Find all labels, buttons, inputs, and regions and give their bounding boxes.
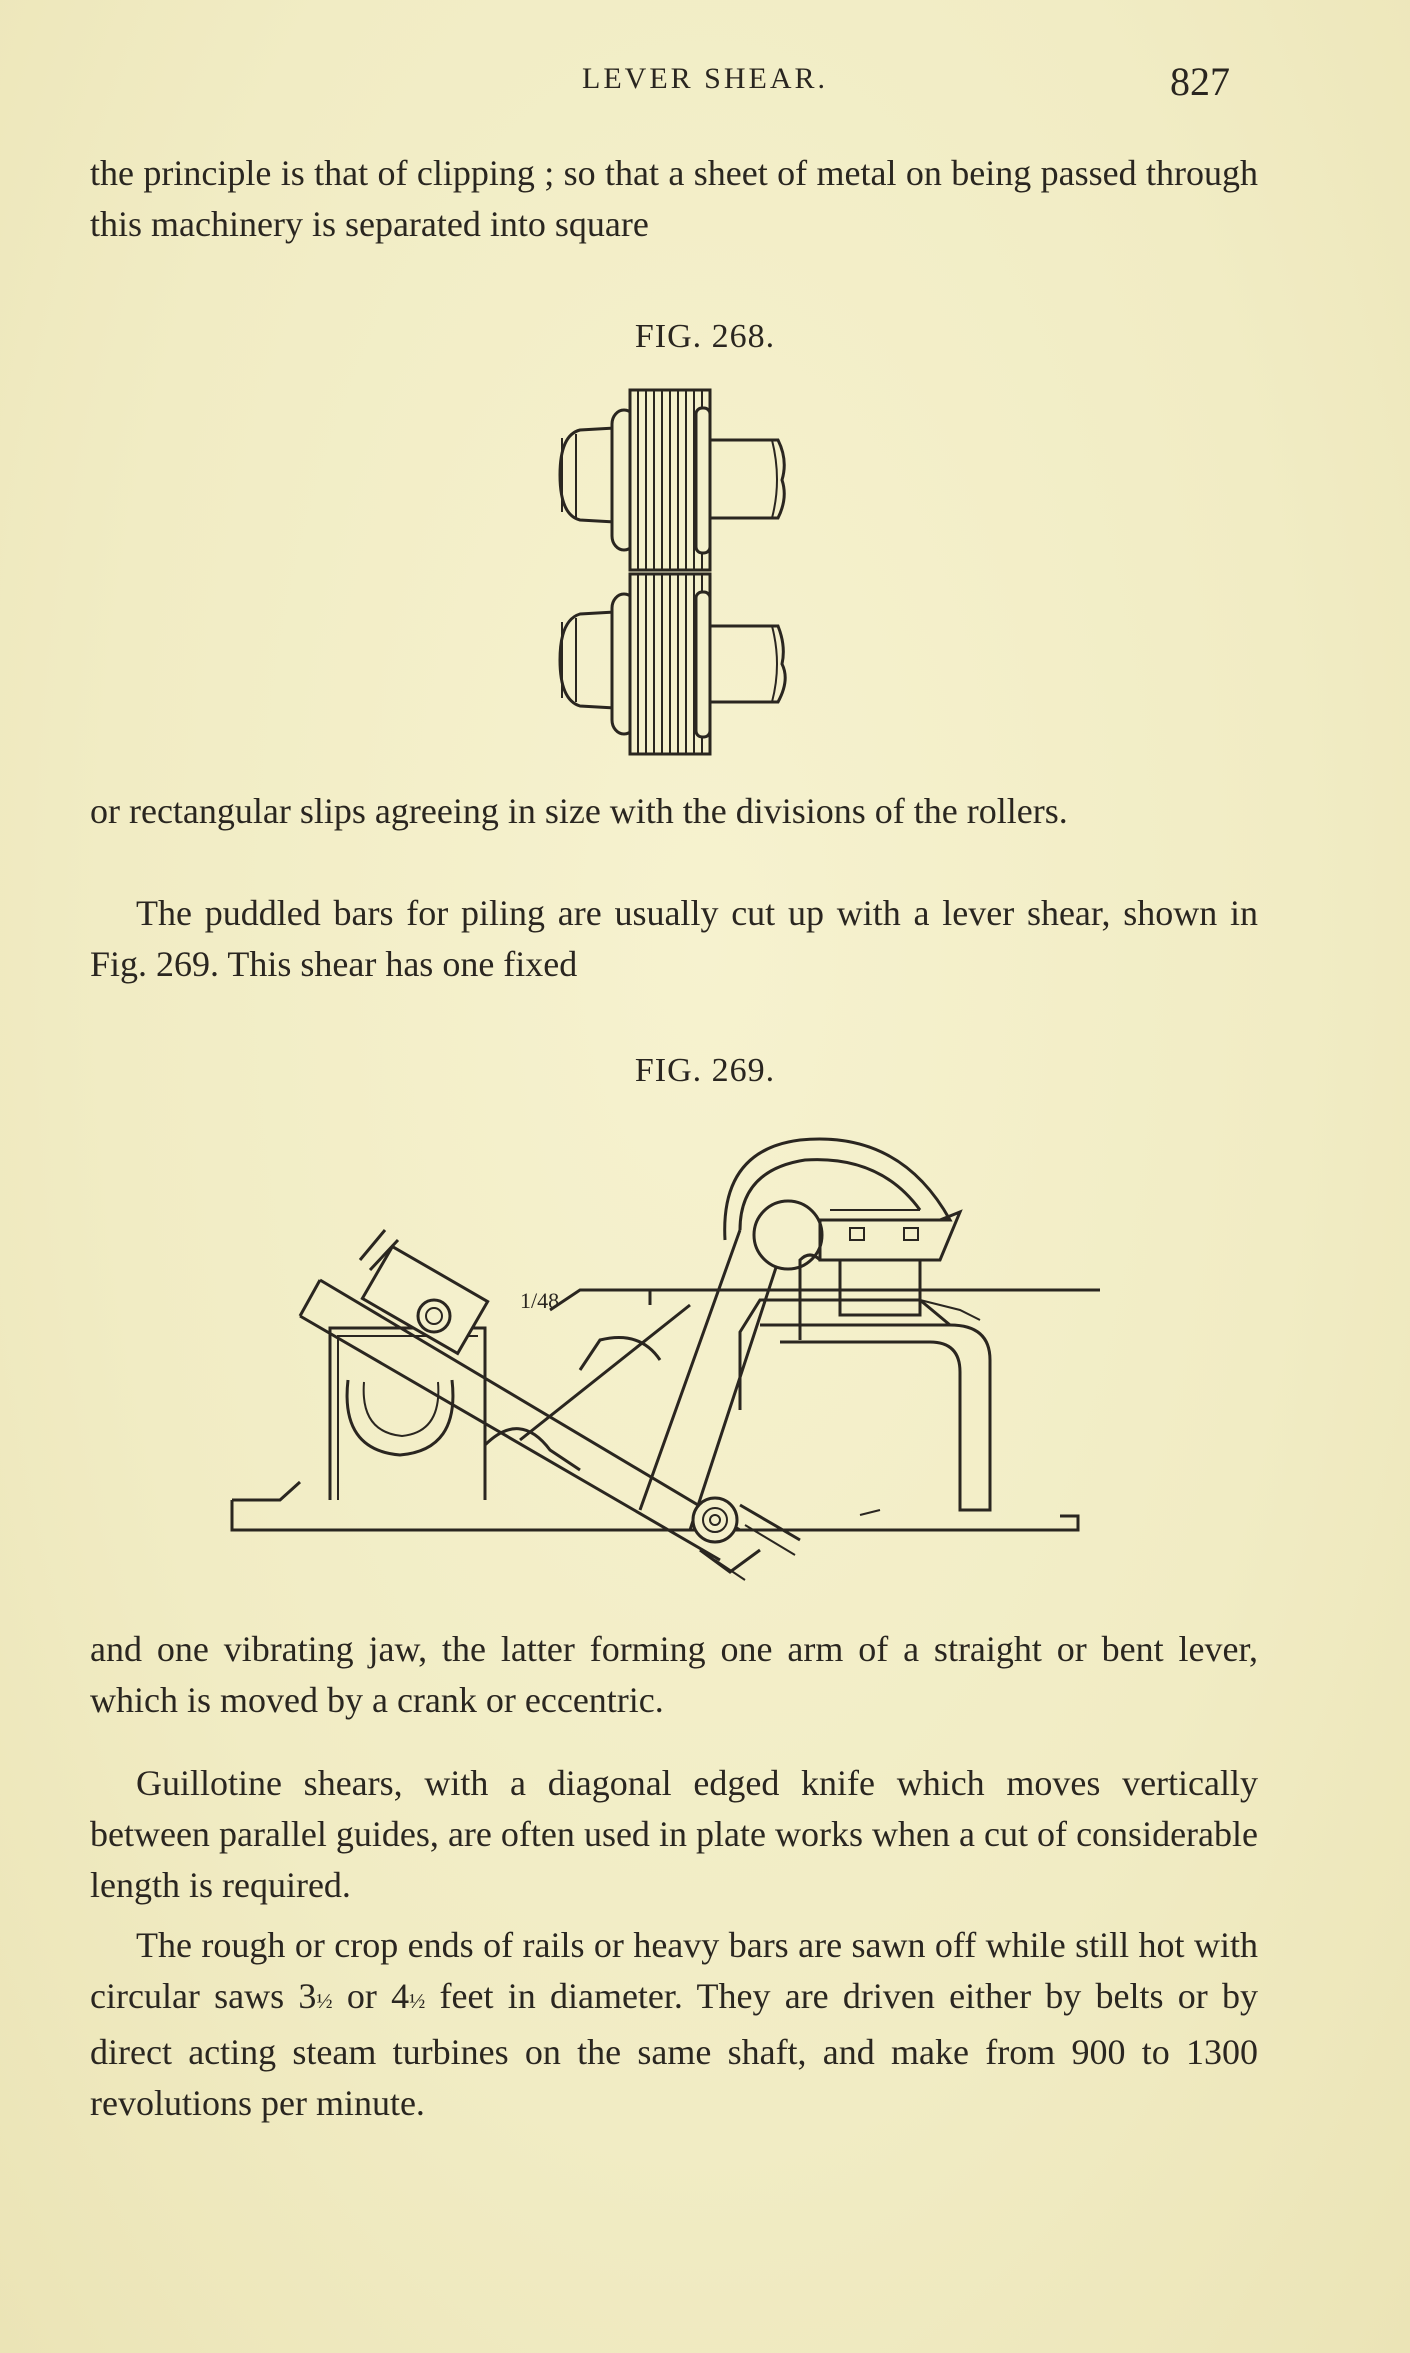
paragraph-2: or rectangular slips agreeing in size with the divisions of the rollers. <box>90 791 1068 831</box>
paragraph-5: Guillotine shears, with a diagonal edged knife which moves vertically between parallel guides, are often used in plate works when a cut of considerable length is required. <box>90 1763 1258 1905</box>
figure-269-lever-shear-drawing <box>220 1110 1120 1610</box>
paragraph-4: and one vibrating jaw, the latter forming one arm of a straight or bent lever, which is moved by a crank or eccentric. <box>90 1629 1258 1720</box>
fraction-half-1: ½ <box>316 1989 333 2013</box>
figure-269-scale-label: 1/48 <box>520 1288 560 1313</box>
paragraph-1: the principle is that of clipping ; so that a sheet of metal on being passed through this machinery is separated into square <box>90 153 1258 244</box>
paragraph-6 <box>90 1920 1258 2129</box>
paragraph-3: The puddled bars for piling are usually cut up with a lever shear, shown in Fig. 269. This shear has one fixed <box>90 893 1258 984</box>
running-title: LEVER SHEAR. <box>582 62 828 95</box>
paragraph-6-part-c: feet in diameter. They are driven either by belts or by direct acting steam turbines on the same shaft, and make from 900 to 1300 revolutions per minute. <box>90 1976 1258 2123</box>
figure-269-caption: FIG. 269. <box>634 1052 776 1089</box>
figure-268-rollers-drawing <box>520 380 820 760</box>
page-number: 827 <box>1170 59 1230 104</box>
paragraph-6-part-a: The rough or crop ends of rails or heavy bars are sawn off while still hot with circular saws 3 <box>90 1925 1258 2016</box>
fraction-half-2: ½ <box>409 1989 426 2013</box>
figure-268-caption: FIG. 268. <box>634 318 776 355</box>
paragraph-6-part-b: or 4 <box>332 1976 410 2016</box>
